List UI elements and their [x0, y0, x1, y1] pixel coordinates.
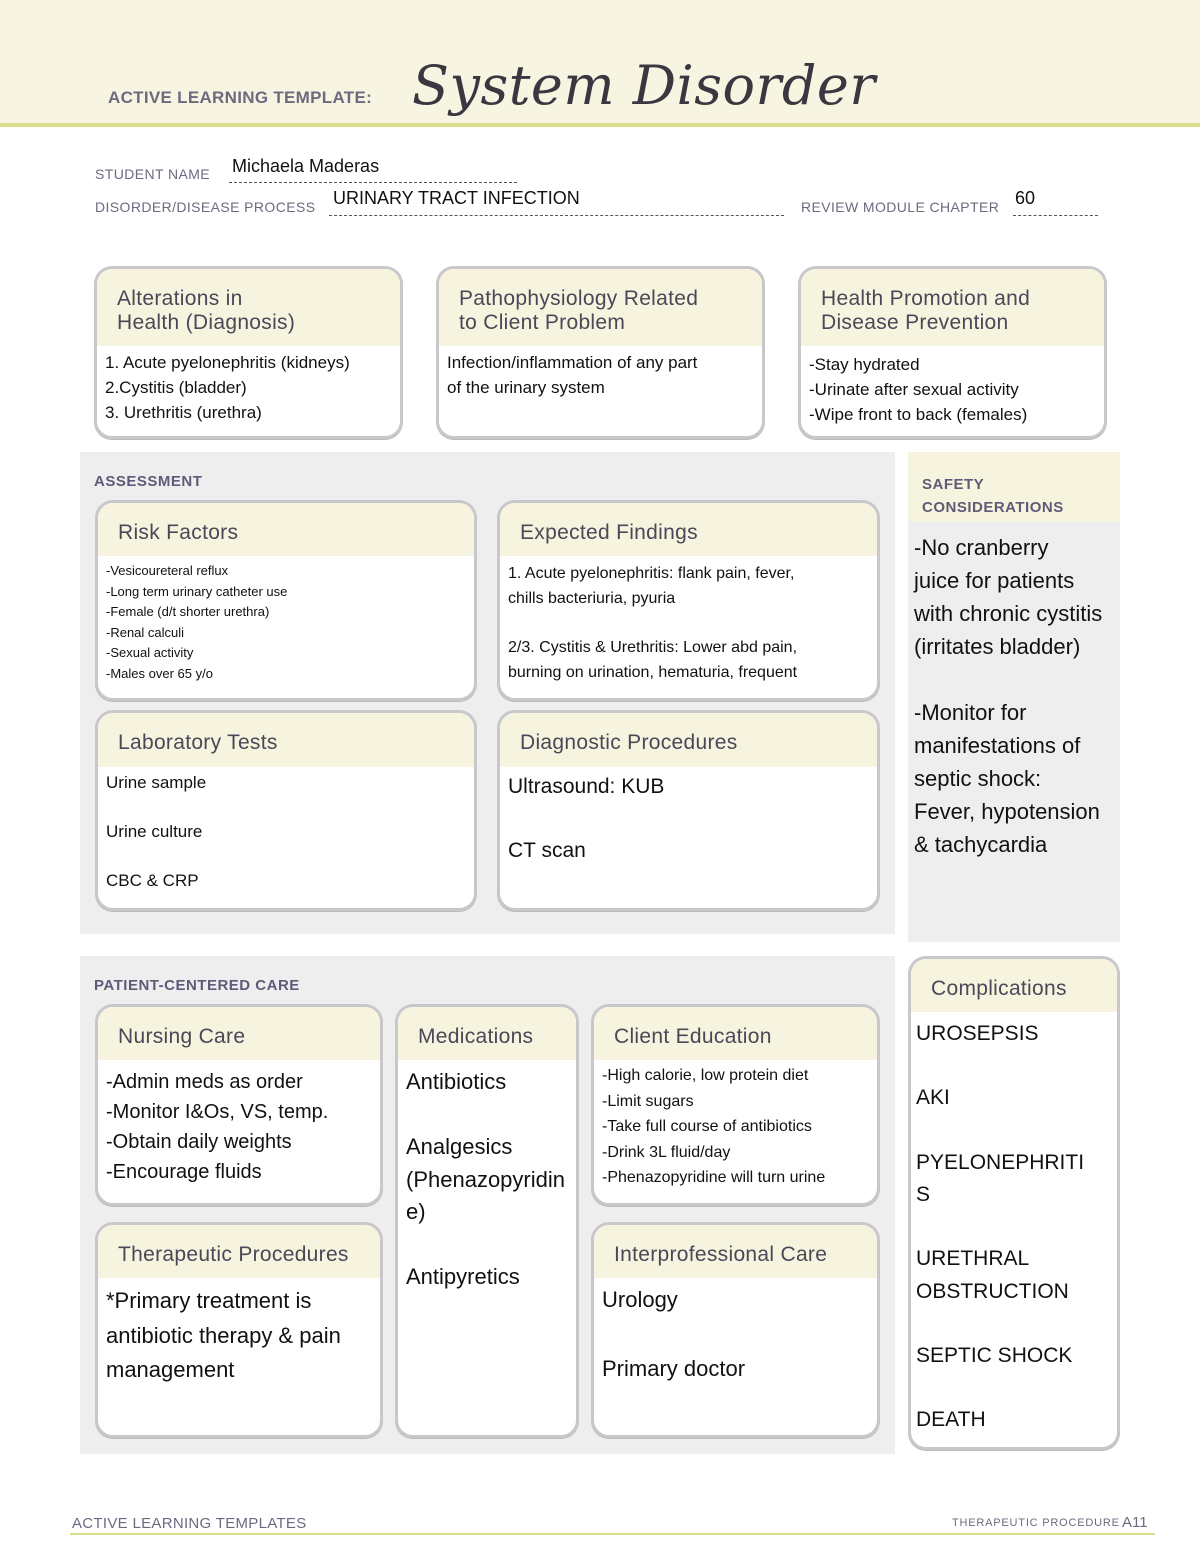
pathophysiology-body[interactable]	[439, 346, 762, 404]
template-label: ACTIVE LEARNING TEMPLATE:	[108, 88, 373, 107]
interprofessional-line: Primary doctor	[602, 1356, 746, 1381]
diagnostic-line: CT scan	[508, 839, 586, 862]
interprofessional-care-body[interactable]	[594, 1278, 877, 1391]
expected-finding-line: 1. Acute pyelonephritis: flank pain, fever,	[508, 565, 795, 582]
diagnostic-procedures-header: Diagnostic Procedures	[500, 713, 877, 767]
complication-spacer	[916, 1308, 1109, 1340]
lab-test-spacer	[106, 845, 466, 870]
therapeutic-procedures-body[interactable]	[98, 1278, 380, 1392]
client-education-header: Client Education	[594, 1007, 877, 1060]
laboratory-tests-box	[95, 710, 477, 911]
safety-line: manifestations of	[914, 733, 1081, 758]
therapeutic-line: antibiotic therapy & pain	[106, 1322, 341, 1348]
diagnostic-line: Ultrasound: KUB	[508, 775, 665, 798]
client-education-line: -High calorie, low protein diet	[602, 1067, 809, 1084]
pathophysiology-title-2: to Client Problem	[459, 311, 626, 334]
medication-spacer	[406, 1099, 568, 1132]
risk-factor-line: -Long term urinary catheter use	[106, 583, 288, 599]
therapeutic-line: management	[106, 1357, 235, 1382]
footer-right-label: THERAPEUTIC PROCEDURE	[952, 1517, 1120, 1529]
expected-findings-body[interactable]	[500, 556, 877, 689]
alterations-line: 3. Urethritis (urethra)	[105, 403, 262, 422]
student-name-label: STUDENT NAME	[95, 166, 210, 182]
pathophysiology-line: Infection/inflammation of any part	[447, 353, 698, 372]
risk-factors-body[interactable]	[98, 556, 474, 688]
interprofessional-spacer	[602, 1318, 869, 1353]
safety-line: -No cranberry	[914, 535, 1049, 560]
medications-box	[395, 1004, 579, 1438]
health-promotion-body[interactable]	[801, 346, 1104, 431]
risk-factors-box	[95, 500, 477, 701]
diagnostic-procedures-body[interactable]	[500, 767, 877, 871]
alterations-title-2: Health (Diagnosis)	[117, 311, 296, 334]
complication-line: SEPTIC SHOCK	[916, 1343, 1073, 1367]
interprofessional-care-header: Interprofessional Care	[594, 1225, 877, 1278]
assessment-title: ASSESSMENT	[94, 473, 203, 490]
risk-factor-line: -Vesicoureteral reflux	[106, 563, 229, 578]
medication-line: (Phenazopyridin	[406, 1166, 565, 1192]
alterations-box	[94, 266, 403, 439]
medication-spacer	[406, 1229, 568, 1262]
expected-finding-line: 2/3. Cystitis & Urethritis: Lower abd pain,	[508, 639, 798, 656]
header-divider	[0, 123, 1200, 127]
health-promotion-line: -Urinate after sexual activity	[809, 380, 1019, 399]
laboratory-tests-header: Laboratory Tests	[98, 713, 474, 767]
expected-finding-line: chills bacteriuria, pyuria	[508, 589, 676, 607]
medication-line: Antibiotics	[406, 1069, 507, 1094]
complication-line: AKI	[916, 1086, 950, 1110]
client-education-box	[591, 1004, 880, 1206]
disorder-label: DISORDER/DISEASE PROCESS	[95, 199, 316, 215]
student-name-field[interactable]: Michaela Maderas	[232, 156, 380, 176]
lab-test-line: Urine sample	[106, 773, 207, 792]
lab-test-line: Urine culture	[106, 822, 203, 841]
expected-finding-spacer	[508, 611, 869, 636]
client-education-body[interactable]	[594, 1060, 877, 1195]
chapter-underline	[1013, 214, 1098, 216]
safety-line: Fever, hypotension	[914, 799, 1100, 824]
risk-factor-line: -Renal calculi	[106, 624, 185, 640]
alterations-title-1: Alterations in	[117, 287, 243, 310]
expected-findings-header: Expected Findings	[500, 503, 877, 556]
health-promotion-box	[798, 266, 1107, 439]
safety-line: with chronic cystitis	[914, 601, 1103, 626]
safety-title-2: CONSIDERATIONS	[922, 499, 1064, 516]
health-promotion-line: -Wipe front to back (females)	[809, 405, 1028, 424]
risk-factor-line: -Males over 65 y/o	[106, 665, 213, 681]
chapter-label: REVIEW MODULE CHAPTER	[801, 199, 1000, 215]
laboratory-tests-body[interactable]	[98, 767, 474, 898]
complications-header: Complications	[911, 959, 1117, 1012]
pathophysiology-header	[439, 269, 762, 346]
nursing-care-line: -Obtain daily weights	[106, 1131, 292, 1153]
complication-spacer	[916, 1372, 1109, 1404]
pathophysiology-line: of the urinary system	[447, 378, 605, 397]
safety-spacer	[914, 663, 1124, 696]
nursing-care-line: -Encourage fluids	[106, 1161, 262, 1183]
medication-line: Analgesics	[406, 1134, 513, 1159]
alterations-line: 1. Acute pyelonephritis (kidneys)	[105, 353, 350, 372]
disorder-field[interactable]: URINARY TRACT INFECTION	[333, 188, 580, 208]
lab-test-spacer	[106, 796, 466, 821]
medication-line: Antipyretics	[406, 1264, 520, 1289]
student-name-underline	[229, 181, 517, 183]
expected-finding-line: burning on urination, hematuria, frequent	[508, 663, 798, 681]
nursing-care-header: Nursing Care	[98, 1007, 380, 1060]
footer-left-label: ACTIVE LEARNING TEMPLATES	[72, 1515, 307, 1532]
safety-line: juice for patients	[914, 568, 1075, 593]
medications-header: Medications	[398, 1007, 576, 1060]
client-education-line: -Limit sugars	[602, 1092, 694, 1110]
medication-line: e)	[406, 1199, 426, 1224]
safety-line: septic shock:	[914, 766, 1042, 791]
complication-spacer	[916, 1115, 1109, 1147]
lab-test-line: CBC & CRP	[106, 871, 199, 890]
complication-line: URETHRAL	[916, 1247, 1030, 1271]
diagnostic-spacer	[508, 803, 869, 835]
health-promotion-title-2: Disease Prevention	[821, 311, 1009, 334]
patient-care-title: PATIENT-CENTERED CARE	[94, 977, 300, 994]
safety-line: (irritates bladder)	[914, 634, 1081, 659]
medications-body[interactable]	[398, 1060, 576, 1298]
client-education-line: -Take full course of antibiotics	[602, 1118, 812, 1135]
health-promotion-header	[801, 269, 1104, 346]
complication-line: DEATH	[916, 1408, 986, 1432]
nursing-care-line: -Monitor I&Os, VS, temp.	[106, 1101, 329, 1123]
alterations-body[interactable]	[97, 346, 400, 429]
risk-factor-line: -Female (d/t shorter urethra)	[106, 604, 270, 619]
safety-title-1: SAFETY	[922, 476, 985, 493]
nursing-care-line: -Admin meds as order	[106, 1071, 303, 1093]
safety-line: & tachycardia	[914, 832, 1048, 857]
health-promotion-title-1: Health Promotion and	[821, 287, 1031, 310]
complication-spacer	[916, 1211, 1109, 1243]
expected-findings-box	[497, 500, 880, 701]
nursing-care-box	[95, 1004, 383, 1206]
client-education-line: -Drink 3L fluid/day	[602, 1143, 731, 1161]
diagnostic-procedures-box	[497, 710, 880, 911]
footer-page-number: A11	[1122, 1514, 1148, 1531]
complication-line: UROSEPSIS	[916, 1022, 1039, 1045]
interprofessional-care-box	[591, 1222, 880, 1438]
page-title: System Disorder	[412, 54, 876, 117]
interprofessional-line: Urology	[602, 1287, 678, 1312]
complications-body[interactable]	[911, 1012, 1117, 1441]
complication-line: PYELONEPHRITI	[916, 1150, 1085, 1174]
safety-title	[922, 473, 1064, 519]
disorder-underline	[329, 214, 784, 216]
footer-divider	[70, 1533, 1155, 1535]
risk-factor-line: -Sexual activity	[106, 645, 194, 660]
therapeutic-line: *Primary treatment is	[106, 1288, 312, 1313]
risk-factors-header: Risk Factors	[98, 503, 474, 556]
complication-line: OBSTRUCTION	[916, 1279, 1069, 1303]
pathophysiology-title-1: Pathophysiology Related	[459, 287, 699, 310]
safety-line: -Monitor for	[914, 700, 1027, 725]
client-education-line: -Phenazopyridine will turn urine	[602, 1169, 826, 1186]
complication-spacer	[916, 1050, 1109, 1082]
alterations-line: 2.Cystitis (bladder)	[105, 378, 247, 397]
complication-line: S	[916, 1182, 931, 1206]
nursing-care-body[interactable]	[98, 1060, 380, 1191]
pathophysiology-box	[436, 266, 765, 439]
therapeutic-procedures-box	[95, 1222, 383, 1438]
alterations-header	[97, 269, 400, 346]
therapeutic-procedures-header: Therapeutic Procedures	[98, 1225, 380, 1278]
complications-box	[908, 956, 1120, 1450]
safety-body[interactable]	[914, 531, 1124, 861]
health-promotion-line: -Stay hydrated	[809, 355, 920, 374]
chapter-field[interactable]: 60	[1015, 188, 1036, 208]
